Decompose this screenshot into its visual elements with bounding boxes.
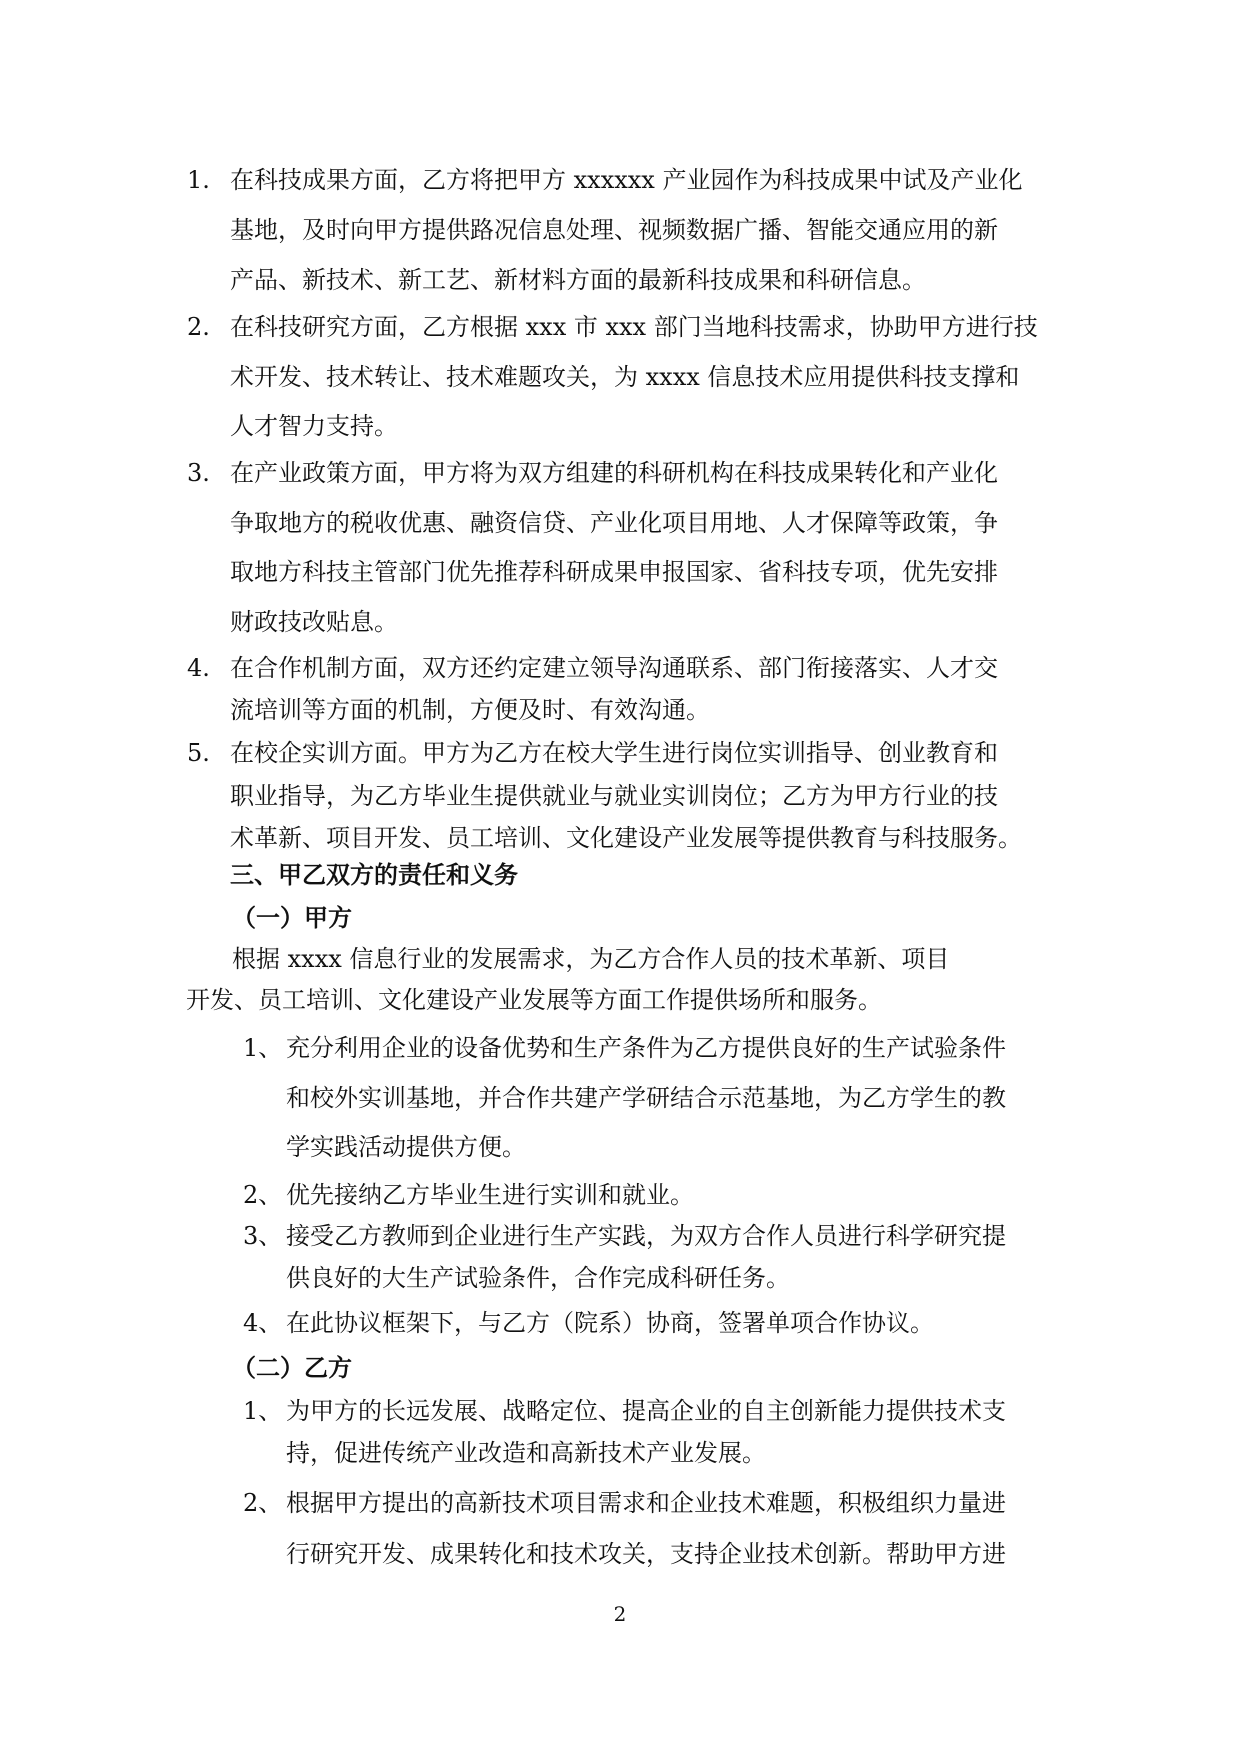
paragraph-line: 根据 xxxx 信息行业的发展需求，为乙方合作人员的技术革新、项目 [232,945,950,973]
item-text-line: 持，促进传统产业改造和高新技术产业发展。 [286,1439,766,1467]
item-text-line: 人才智力支持。 [230,412,398,440]
item-text-line: 职业指导，为乙方毕业生提供就业与就业实训岗位；乙方为甲方行业的技 [230,782,998,810]
item-text-line: 争取地方的税收优惠、融资信贷、产业化项目用地、人才保障等政策，争 [230,509,998,537]
section-heading: 三、甲乙双方的责任和义务 [230,860,518,889]
page-number: 2 [613,1602,627,1626]
item-number: 2、 [243,1181,283,1209]
item-text-line: 在合作机制方面，双方还约定建立领导沟通联系、部门衔接落实、人才交 [230,654,998,682]
item-text-line: 优先接纳乙方毕业生进行实训和就业。 [286,1181,694,1209]
item-text-line: 在产业政策方面，甲方将为双方组建的科研机构在科技成果转化和产业化 [230,459,998,487]
paragraph-line: 开发、员工培训、文化建设产业发展等方面工作提供场所和服务。 [186,986,882,1014]
item-text-line: 术开发、技术转让、技术难题攻关，为 xxxx 信息技术应用提供科技支撑和 [230,363,1020,391]
item-number: 5. [187,739,210,767]
item-text-line: 行研究开发、成果转化和技术攻关，支持企业技术创新。帮助甲方进 [286,1540,1006,1568]
subsection-heading: （二）乙方 [232,1353,352,1382]
item-text-line: 在科技研究方面，乙方根据 xxx 市 xxx 部门当地科技需求，协助甲方进行技 [230,313,1038,341]
item-text-line: 流培训等方面的机制，方便及时、有效沟通。 [230,696,710,724]
item-text-line: 在科技成果方面，乙方将把甲方 xxxxxx 产业园作为科技成果中试及产业化 [230,166,1023,194]
item-text-line: 学实践活动提供方便。 [286,1133,526,1161]
item-text-line: 为甲方的长远发展、战略定位、提高企业的自主创新能力提供技术支 [286,1397,1006,1425]
item-text-line: 财政技改贴息。 [230,608,398,636]
subsection-heading: （一）甲方 [232,903,352,932]
item-number: 2、 [243,1489,283,1517]
item-text-line: 根据甲方提出的高新技术项目需求和企业技术难题，积极组织力量进 [286,1489,1006,1517]
item-text-line: 产品、新技术、新工艺、新材料方面的最新科技成果和科研信息。 [230,266,926,294]
item-number: 3. [187,459,210,487]
item-number: 4、 [243,1309,283,1337]
item-number: 1、 [243,1397,283,1425]
item-number: 4. [187,654,210,682]
item-text-line: 基地，及时向甲方提供路况信息处理、视频数据广播、智能交通应用的新 [230,216,998,244]
item-number: 1. [187,166,210,194]
item-text-line: 充分利用企业的设备优势和生产条件为乙方提供良好的生产试验条件 [286,1034,1006,1062]
item-text-line: 术革新、项目开发、员工培训、文化建设产业发展等提供教育与科技服务。 [230,824,1022,852]
item-text-line: 接受乙方教师到企业进行生产实践，为双方合作人员进行科学研究提 [286,1222,1006,1250]
item-number: 1、 [243,1034,283,1062]
item-text-line: 在校企实训方面。甲方为乙方在校大学生进行岗位实训指导、创业教育和 [230,739,998,767]
item-text-line: 供良好的大生产试验条件，合作完成科研任务。 [286,1264,790,1292]
item-number: 3、 [243,1222,283,1250]
item-text-line: 和校外实训基地，并合作共建产学研结合示范基地，为乙方学生的教 [286,1084,1006,1112]
item-text-line: 取地方科技主管部门优先推荐科研成果申报国家、省科技专项，优先安排 [230,558,998,586]
item-text-line: 在此协议框架下，与乙方（院系）协商，签署单项合作协议。 [286,1309,934,1337]
item-number: 2. [187,313,210,341]
